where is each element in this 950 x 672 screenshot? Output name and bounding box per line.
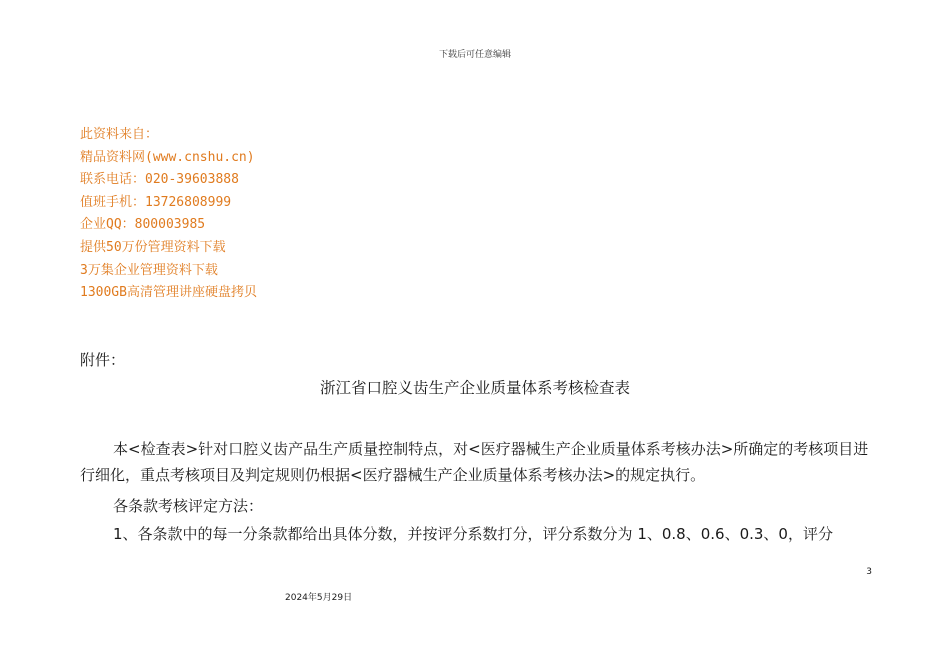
method-item-1: 1、各条款中的每一分条款都给出具体分数，并按评分系数打分，评分系数分为 1、0.8、0.6、0.3、0，评分 <box>113 525 833 543</box>
method-heading: 各条款考核评定方法： <box>113 497 264 515</box>
footer-date: 2024年5月29日 <box>285 593 353 603</box>
page-header: 下载后可任意编辑 <box>438 50 511 60</box>
source-line: 企业QQ：800003985 <box>80 217 206 233</box>
source-line: 1300GB高清管理讲座硬盘拷贝 <box>80 285 257 301</box>
source-line: 提供50万份管理资料下载 <box>80 239 226 255</box>
source-info-block <box>80 124 257 305</box>
source-line: 值班手机：13726808999 <box>80 194 232 210</box>
intro-paragraph: 本<检查表>针对口腔义齿产品生产质量控制特点，对<医疗器械生产企业质量体系考核办法>所确定的考核项目进行细化，重点考核项目及判定规则仍根据<医疗器械生产企业质量体系考核办法>的规定执行。 <box>80 440 869 484</box>
source-line: 联系电话：020-39603888 <box>80 172 239 188</box>
page-number: 3 <box>866 567 872 577</box>
document-title: 浙江省口腔义齿生产企业质量体系考核检查表 <box>319 379 630 397</box>
source-line: 3万集企业管理资料下载 <box>80 262 218 278</box>
source-line: 此资料来自： <box>80 127 159 142</box>
attachment-label: 附件： <box>80 351 126 369</box>
source-line: 精品资料网(www.cnshu.cn) <box>80 149 255 165</box>
